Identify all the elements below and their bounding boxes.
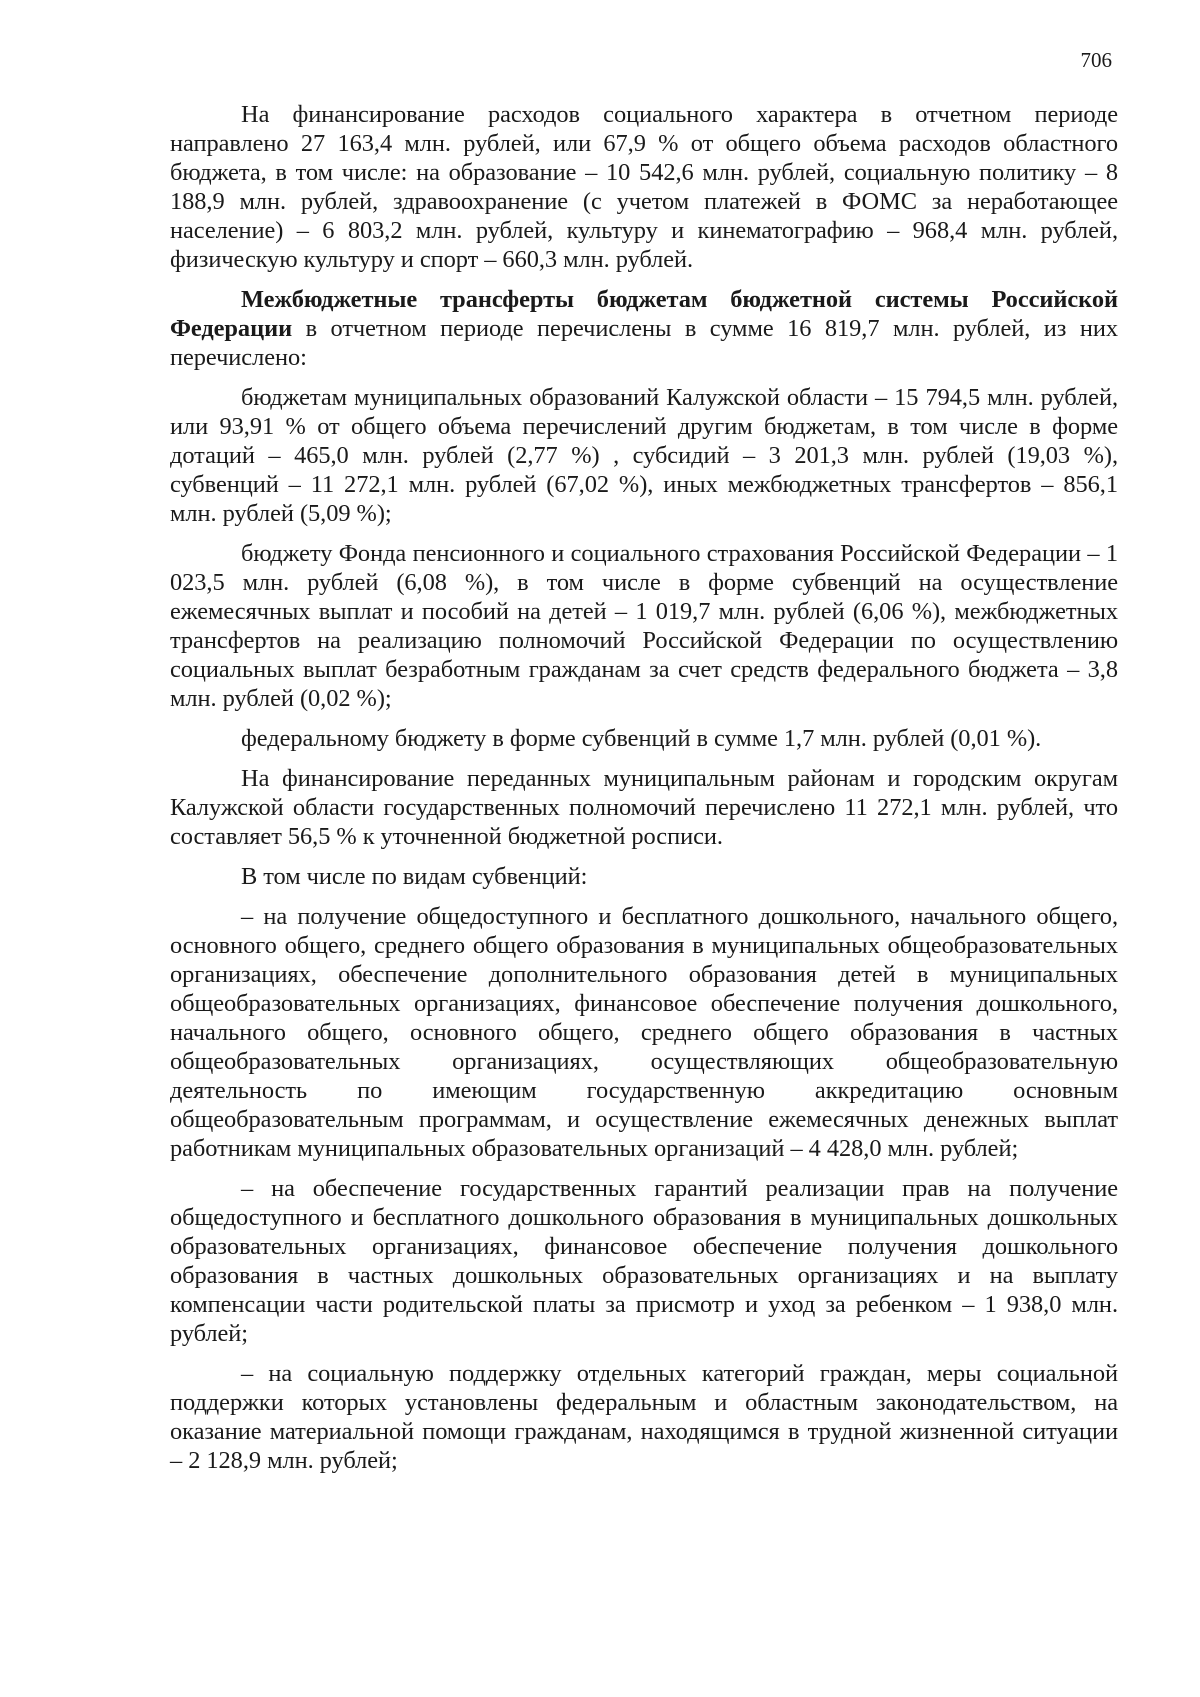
- paragraph-federal-budget: федеральному бюджету в форме субвенций в сумме 1,7 млн. рублей (0,01 %).: [241, 725, 1042, 752]
- paragraph-municipal-budgets: бюджетам муниципальных образований Калужской области – 15 794,5 млн. рублей, или 93,91 % от общего объема перечислений другим бюджетам, в том числе в форме дотаций – 465,0 млн. рублей (2,77 %) , субсидий – 3 201,3 млн. рублей (19,03 %), субвенций – 11 272,1 млн. рублей (67,02 %), иных межбюджетных трансфертов – 856,1 млн. рублей (5,09 %);: [170, 384, 1118, 527]
- paragraph-interbudget-transfers: [170, 285, 1118, 372]
- paragraph-interbudget-transfers-text: в отчетном периоде перечислены в сумме 16 819,7 млн. рублей, из них перечислено:: [170, 315, 1118, 371]
- paragraph-subventions-intro: В том числе по видам субвенций:: [241, 863, 588, 890]
- paragraph-delegated-powers: На финансирование переданных муниципальным районам и городским округам Калужской области государственных полномочий перечислено 11 272,1 млн. рублей, что составляет 56,5 % к уточненной бюджетной росписи.: [170, 765, 1118, 850]
- list-item-social-support: – на социальную поддержку отдельных категорий граждан, меры социальной поддержки которых установлены федеральным и областным законодательством, на оказание материальной помощи гражданам, находящимся в трудной жизненной ситуации – 2 128,9 млн. рублей;: [170, 1360, 1118, 1474]
- document-body: [170, 100, 1118, 1486]
- paragraph-social-spending: На финансирование расходов социального характера в отчетном периоде направлено 27 163,4 млн. рублей, или 67,9 % от общего объема расходов областного бюджета, в том числе: на образование – 10 542,6 млн. рублей, социальную политику – 8 188,9 млн. рублей, здравоохранение (с учетом платежей в ФОМС за неработающее население) – 6 803,2 млн. рублей, культуру и кинематографию – 968,4 млн. рублей, физическую культуру и спорт – 660,3 млн. рублей.: [170, 101, 1118, 273]
- page-number: 706: [1080, 48, 1112, 72]
- list-item-general-education: – на получение общедоступного и бесплатного дошкольного, начального общего, основного общего, среднего общего образования в муниципальных общеобразовательных организациях, обеспечение дополнительного образования детей в муниципальных общеобразовательных организациях, финансовое обеспечение получения дошкольного, начального общего, основного общего, среднего общего образования в частных общеобразовательных организациях, осуществляющих общеобразовательную деятельность по имеющим государственную аккредитацию основным общеобразовательным программам, и осуществление ежемесячных денежных выплат работникам муниципальных образовательных организаций – 4 428,0 млн. рублей;: [170, 903, 1118, 1162]
- heading-interbudget-transfers: Межбюджетные трансферты бюджетам бюджетной системы Российской Федерации: [170, 286, 1118, 342]
- list-item-preschool-education: – на обеспечение государственных гарантий реализации прав на получение общедоступного и бесплатного дошкольного образования в муниципальных дошкольных образовательных организациях, финансовое обеспечение получения дошкольного образования в частных дошкольных образовательных организациях и на выплату компенсации части родительской платы за присмотр и уход за ребенком – 1 938,0 млн. рублей;: [170, 1175, 1118, 1347]
- paragraph-pension-fund: бюджету Фонда пенсионного и социального страхования Российской Федерации – 1 023,5 млн. рублей (6,08 %), в том числе в форме субвенций на осуществление ежемесячных выплат и пособий на детей – 1 019,7 млн. рублей (6,06 %), межбюджетных трансфертов на реализацию полномочий Российской Федерации по осуществлению социальных выплат безработным гражданам за счет средств федерального бюджета – 3,8 млн. рублей (0,02 %);: [170, 540, 1118, 712]
